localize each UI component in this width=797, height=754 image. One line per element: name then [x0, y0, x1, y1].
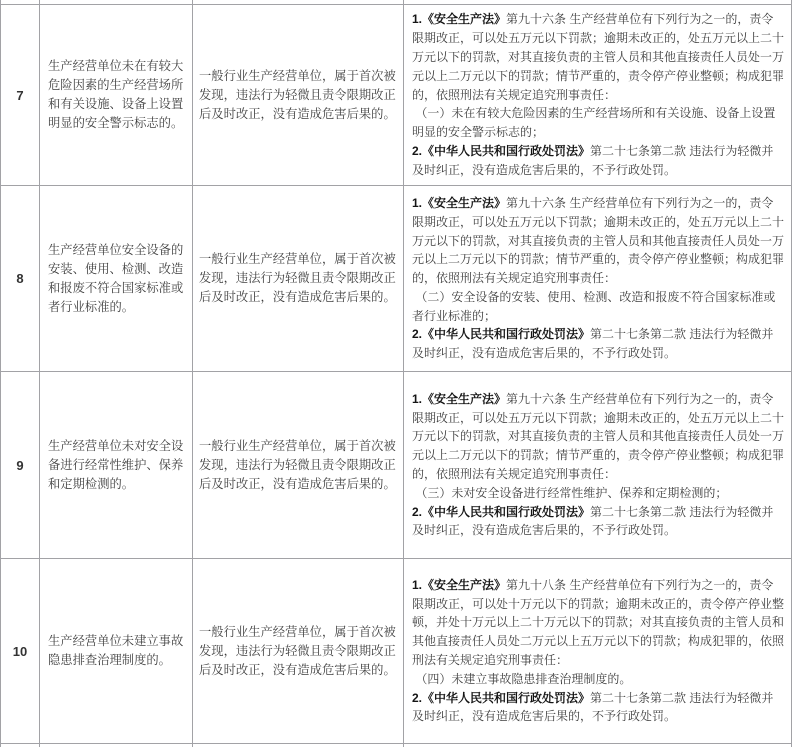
violation-cell — [40, 372, 193, 559]
partial-cell — [193, 744, 404, 748]
table-row — [1, 372, 792, 559]
legal-segment: 2.《中华人民共和国行政处罚法》第二十七条第二款 违法行为轻微并及时纠正，没有造成危害后果的，不予行政处罚。 — [412, 690, 774, 724]
partial-row-bottom — [1, 744, 792, 748]
legal-basis-text — [404, 386, 791, 544]
legal-basis-cell — [404, 186, 792, 372]
violation-cell — [40, 559, 193, 744]
handling-text: 一般行业生产经营单位，属于首次被发现，违法行为轻微且责令限期改正后及时改正，没有造成危害后果的。 — [199, 624, 396, 677]
table-row — [1, 559, 792, 744]
violation-text: 生产经营单位安全设备的安装、使用、检测、改造和报废不符合国家标准或者行业标准的。 — [48, 242, 184, 314]
legal-segment: （二）安全设备的安装、使用、检测、改造和报废不符合国家标准或者行业标准的； — [412, 289, 776, 323]
handling-text: 一般行业生产经营单位，属于首次被发现，违法行为轻微且责令限期改正后及时改正，没有造成危害后果的。 — [199, 438, 396, 491]
legal-basis-text — [404, 190, 791, 367]
handling-cell — [193, 372, 404, 559]
legal-segment: 2.《中华人民共和国行政处罚法》第二十七条第二款 违法行为轻微并及时纠正，没有造成危害后果的，不予行政处罚。 — [412, 504, 774, 538]
legal-segment: （三）未对安全设备进行经常性维护、保养和定期检测的； — [412, 485, 728, 500]
legal-basis-cell — [404, 559, 792, 744]
partial-cell — [404, 744, 792, 748]
legal-segment: 2.《中华人民共和国行政处罚法》第二十七条第二款 违法行为轻微并及时纠正，没有造成危害后果的，不予行政处罚。 — [412, 327, 774, 361]
violation-text: 生产经营单位未在有较大危险因素的生产经营场所和有关设施、设备上设置明显的安全警示标志的。 — [48, 59, 184, 130]
handling-cell — [193, 5, 404, 186]
handling-cell — [193, 186, 404, 372]
row-number: 7 — [1, 5, 40, 186]
table-row — [1, 186, 792, 372]
handling-text: 一般行业生产经营单位，属于首次被发现，违法行为轻微且责令限期改正后及时改正，没有造成危害后果的。 — [199, 68, 396, 121]
legal-segment: （四）未建立事故隐患排查治理制度的。 — [412, 671, 632, 686]
partial-cell — [40, 744, 193, 748]
handling-text: 一般行业生产经营单位，属于首次被发现，违法行为轻微且责令限期改正后及时改正，没有造成危害后果的。 — [199, 252, 396, 304]
legal-segment: 1.《安全生产法》第九十六条 生产经营单位有下列行为之一的，责令限期改正，可以处五万元以下罚款；逾期未改正的，处五万元以上二十万元以下的罚款，对其直接负责的主管人员和其他直接责任人员处一万元以上二万元以下的罚款；情节严重的，责令停产停业整顿；构成犯罪的，依照刑法有关规定追究刑事责任： — [412, 195, 785, 286]
partial-cell — [1, 744, 40, 748]
row-number: 10 — [1, 559, 40, 744]
legal-segment: （一）未在有较大危险因素的生产经营场所和有关设施、设备上设置明显的安全警示标志的； — [412, 106, 776, 140]
table-body — [1, 0, 792, 747]
legal-segment: 1.《安全生产法》第九十六条 生产经营单位有下列行为之一的，责令限期改正，可以处五万元以下罚款；逾期未改正的，处五万元以上二十万元以下的罚款，对其直接负责的主管人员和其他直接责任人员处一万元以上二万元以下的罚款；情节严重的，责令停产停业整顿；构成犯罪的，依照刑法有关规定追究刑事责任： — [412, 12, 785, 102]
violation-text: 生产经营单位未建立事故隐患排查治理制度的。 — [48, 634, 184, 667]
handling-cell — [193, 559, 404, 744]
legal-segment: 2.《中华人民共和国行政处罚法》第二十七条第二款 违法行为轻微并及时纠正，没有造成危害后果的，不予行政处罚。 — [412, 143, 774, 177]
legal-segment: 1.《安全生产法》第九十八条 生产经营单位有下列行为之一的，责令限期改正，可以处十万元以下的罚款；逾期未改正的，责令停产停业整顿，并处十万元以上二十万元以下的罚款；对其直接负责的主管人员和其他直接责任人员处二万元以上五万元以下的罚款；构成犯罪的，依照刑法有关规定追究刑事责任： — [412, 577, 785, 667]
table-row — [1, 5, 792, 186]
row-number: 8 — [1, 186, 40, 372]
row-number: 9 — [1, 372, 40, 559]
legal-segment: 1.《安全生产法》第九十六条 生产经营单位有下列行为之一的，责令限期改正，可以处五万元以下罚款；逾期未改正的，处五万元以上二十万元以下的罚款，对其直接负责的主管人员和其他直接责任人员处一万元以上二万元以下的罚款；情节严重的，责令停产停业整顿；构成犯罪的，依照刑法有关规定追究刑事责任： — [412, 391, 785, 481]
violation-text: 生产经营单位未对安全设备进行经常性维护、保养和定期检测的。 — [48, 438, 184, 491]
violation-cell — [40, 186, 193, 372]
legal-basis-cell — [404, 372, 792, 559]
legal-basis-cell — [404, 5, 792, 186]
legal-basis-text — [404, 6, 791, 183]
legal-basis-text — [404, 572, 791, 730]
violation-cell — [40, 5, 193, 186]
